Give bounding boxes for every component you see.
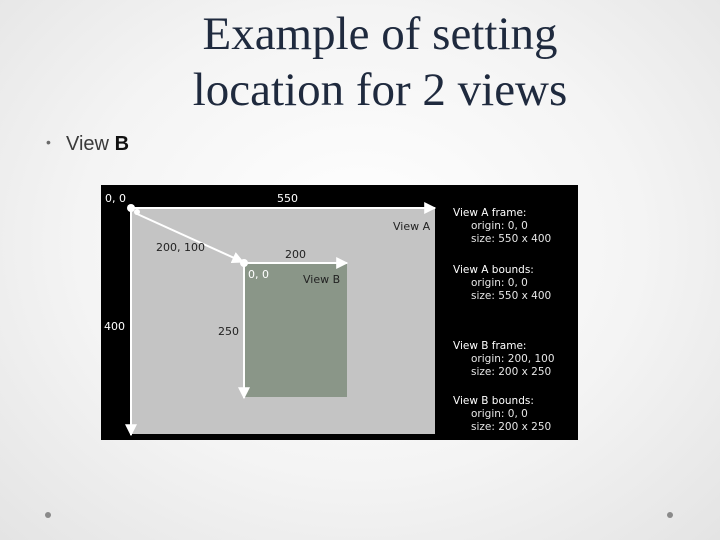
info-origin: origin: 0, 0 bbox=[471, 220, 528, 232]
slide-title bbox=[100, 6, 660, 118]
info-size: size: 200 x 250 bbox=[471, 421, 552, 433]
info-heading: View B frame: bbox=[453, 340, 527, 352]
info-origin: origin: 0, 0 bbox=[471, 408, 528, 420]
origin-label: 0, 0 bbox=[105, 192, 126, 205]
title-line-2: location for 2 views bbox=[192, 64, 568, 116]
info-size: size: 200 x 250 bbox=[471, 366, 552, 378]
info-size: size: 550 x 400 bbox=[471, 233, 552, 245]
view-a-origin-dot-inner bbox=[134, 209, 140, 215]
view-diagram bbox=[101, 185, 578, 440]
view-diagram-svg bbox=[101, 185, 578, 440]
view-b-label: View B bbox=[303, 273, 341, 286]
view-b-origin-label: 0, 0 bbox=[248, 268, 269, 281]
info-origin: origin: 0, 0 bbox=[471, 277, 528, 289]
corner-dot-right bbox=[667, 512, 673, 518]
info-heading: View A bounds: bbox=[453, 264, 534, 276]
height-label: 400 bbox=[104, 320, 125, 333]
bullet-item bbox=[46, 133, 129, 156]
view-b-width-label: 200 bbox=[285, 248, 306, 261]
info-heading: View A frame: bbox=[453, 207, 527, 219]
view-a-label: View A bbox=[393, 220, 431, 233]
title-line-1: Example of setting bbox=[202, 8, 558, 60]
view-b-origin-dot bbox=[240, 259, 248, 267]
view-b-height-label: 250 bbox=[218, 325, 239, 338]
info-size: size: 550 x 400 bbox=[471, 290, 552, 302]
bullet-icon: • bbox=[46, 134, 51, 150]
bullet-bold: B bbox=[114, 133, 130, 155]
info-heading: View B bounds: bbox=[453, 395, 534, 407]
bullet-prefix: View bbox=[66, 133, 109, 155]
view-a-origin-dot bbox=[127, 204, 135, 212]
offset-label: 200, 100 bbox=[156, 241, 205, 254]
info-origin: origin: 200, 100 bbox=[471, 353, 555, 365]
corner-dot-left bbox=[45, 512, 51, 518]
bullet-text bbox=[66, 133, 129, 155]
width-label: 550 bbox=[277, 192, 298, 205]
